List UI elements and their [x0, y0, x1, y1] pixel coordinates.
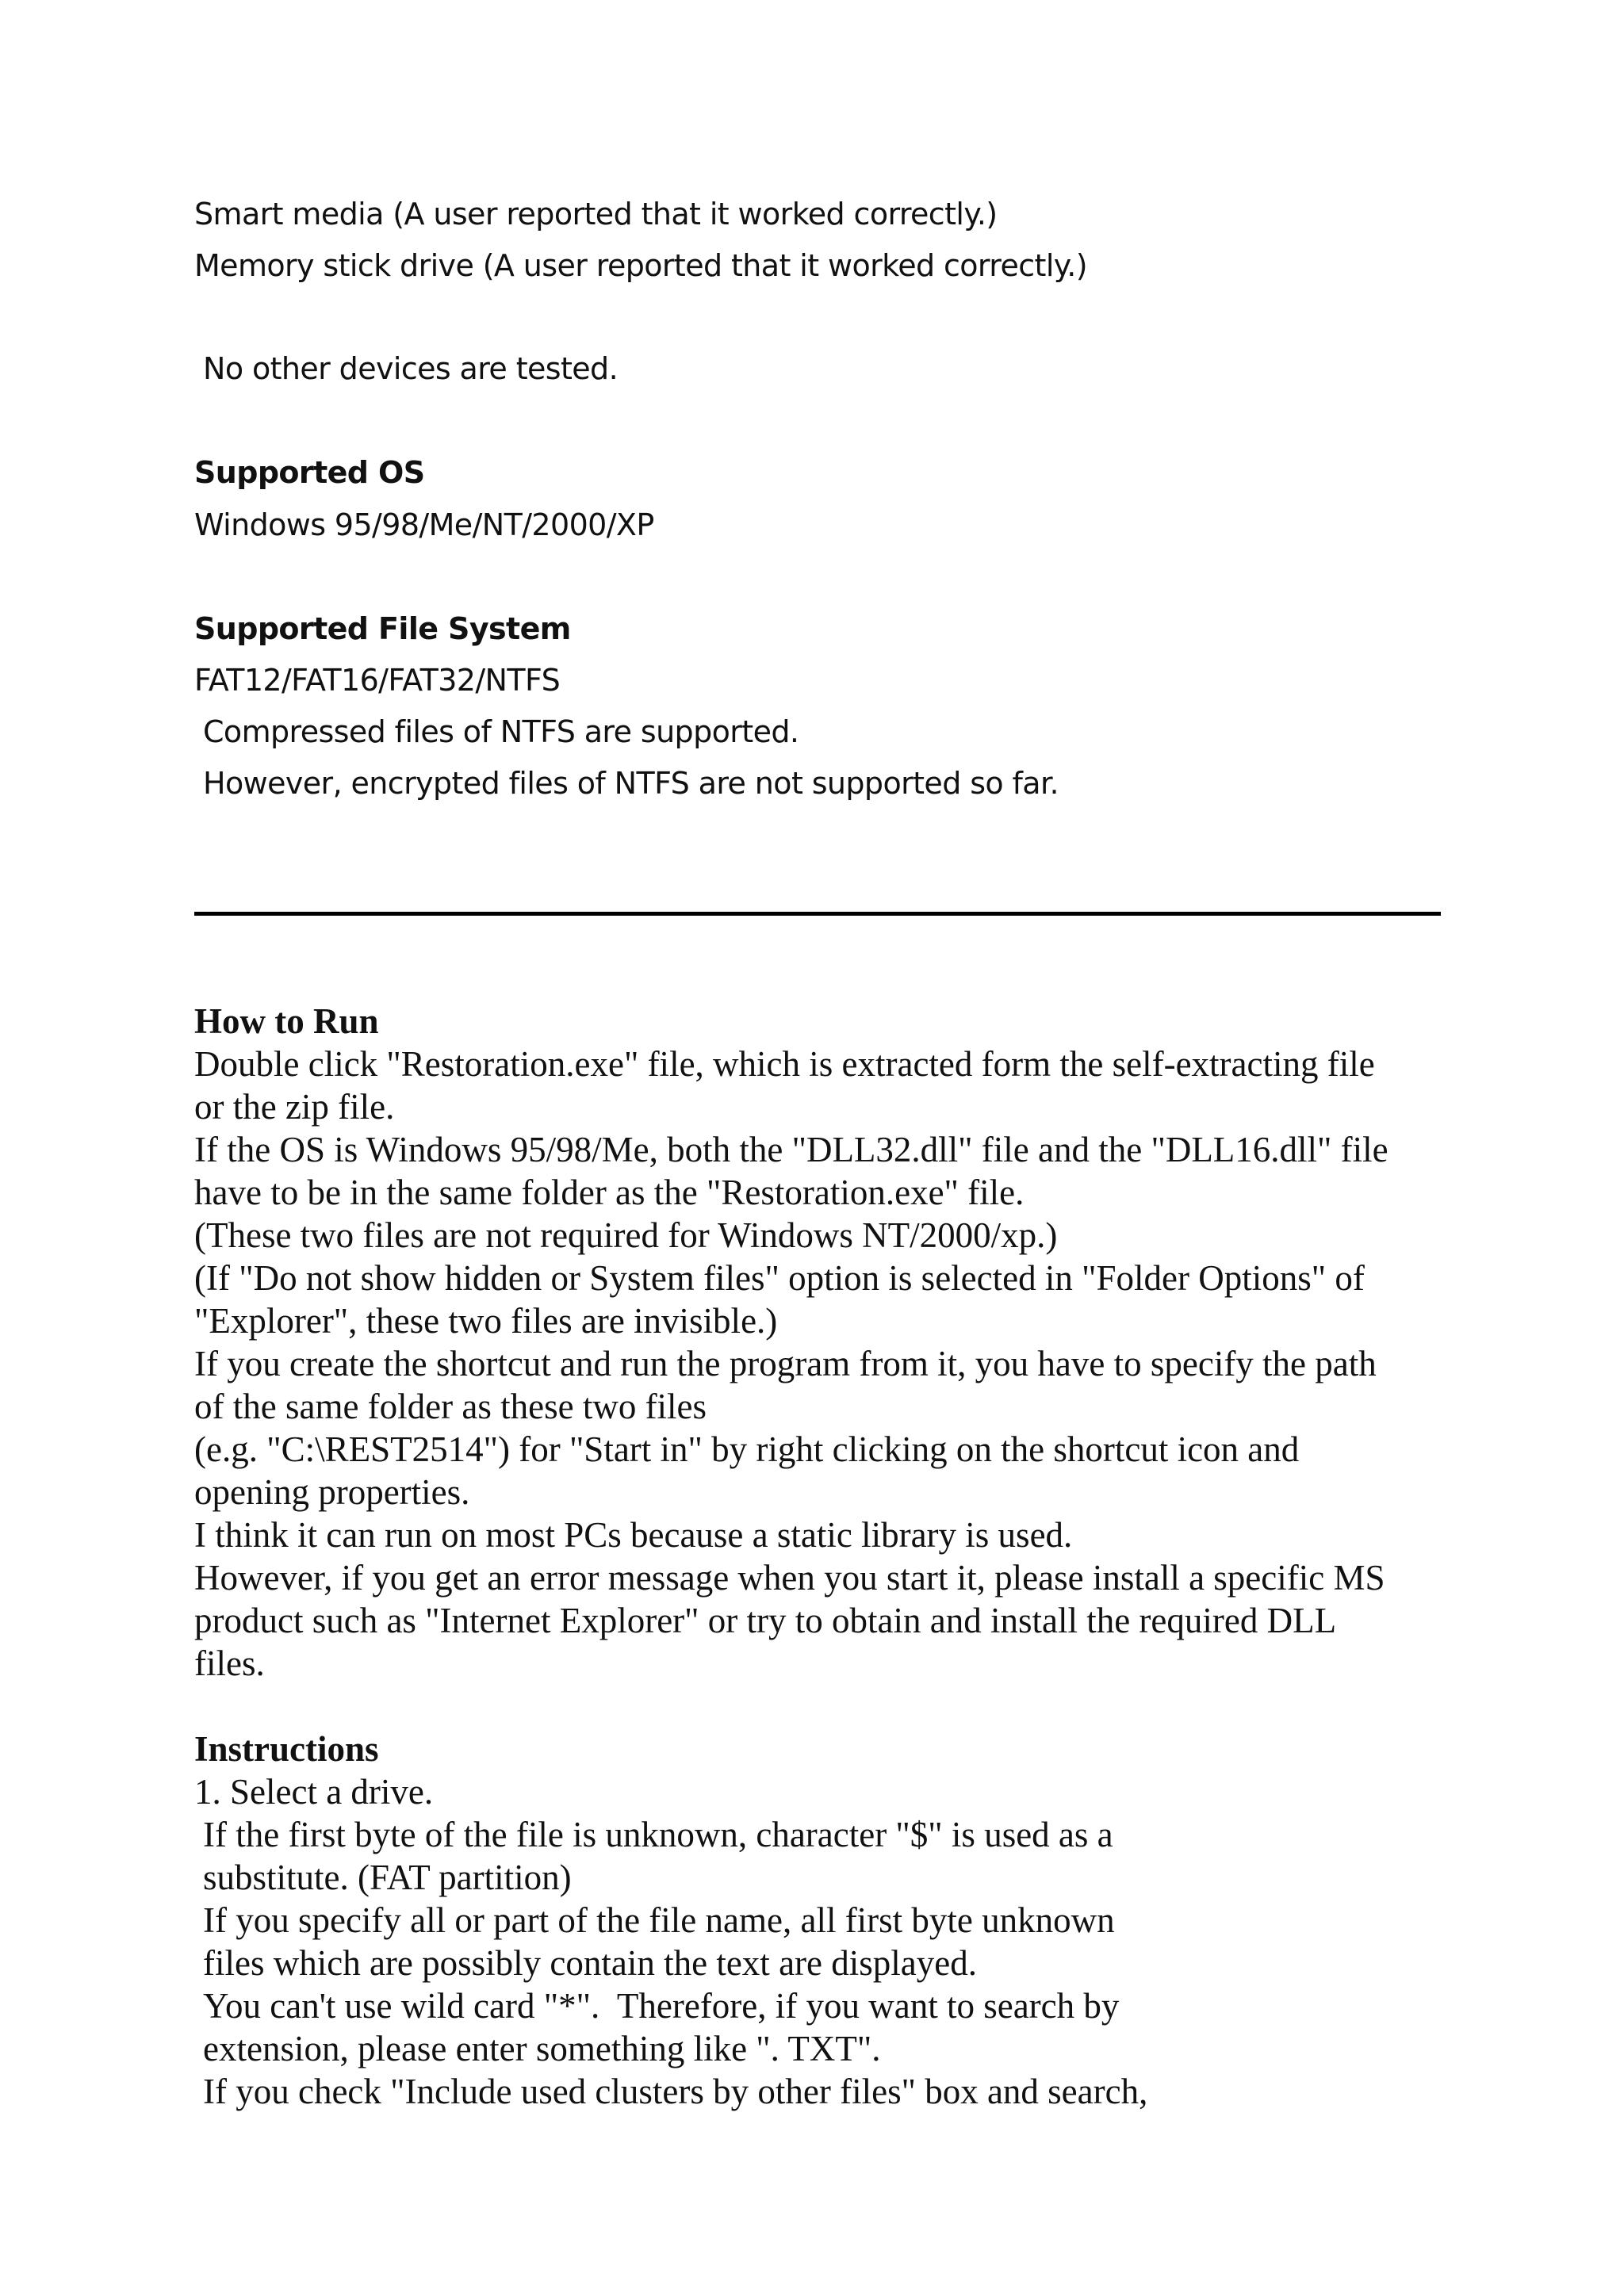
- device-smart-media: Smart media (A user reported that it worked correctly.): [194, 197, 998, 232]
- instructions-line: files which are possibly contain the text are displayed.: [203, 1943, 977, 1983]
- how-to-run-line: or the zip file.: [194, 1087, 395, 1127]
- supported-os-value: Windows 95/98/Me/NT/2000/XP: [194, 507, 654, 542]
- supported-fs-value: FAT12/FAT16/FAT32/NTFS: [194, 663, 561, 698]
- instructions-line: If you check "Include used clusters by other files" box and search,: [203, 2072, 1148, 2111]
- how-to-run-line: If the OS is Windows 95/98/Me, both the "DLL32.dll" file and the "DLL16.dll" file: [194, 1130, 1388, 1169]
- how-to-run-line: If you create the shortcut and run the program from it, you have to specify the path: [194, 1344, 1377, 1383]
- ntfs-compressed-note: Compressed files of NTFS are supported.: [203, 714, 799, 749]
- how-to-run-line: product such as "Internet Explorer" or try to obtain and install the required DLL: [194, 1601, 1337, 1640]
- how-to-run-line: (These two files are not required for Windows NT/2000/xp.): [194, 1215, 1058, 1255]
- how-to-run-line: However, if you get an error message when you start it, please install a specific MS: [194, 1558, 1385, 1598]
- how-to-run-line: I think it can run on most PCs because a static library is used.: [194, 1515, 1073, 1555]
- how-to-run-line: have to be in the same folder as the "Restoration.exe" file.: [194, 1173, 1025, 1212]
- instructions-line: extension, please enter something like ". TXT".: [203, 2029, 881, 2068]
- ntfs-encrypted-note: However, encrypted files of NTFS are not supported so far.: [203, 766, 1059, 801]
- instructions-line: You can't use wild card "*". Therefore, if you want to search by: [203, 1986, 1120, 2026]
- section-divider: [194, 912, 1441, 916]
- how-to-run-line: "Explorer", these two files are invisible.): [194, 1301, 778, 1341]
- supported-fs-heading: Supported File System: [194, 611, 571, 646]
- how-to-run-heading: How to Run: [194, 1001, 379, 1041]
- how-to-run-line: (If "Do not show hidden or System files" option is selected in "Folder Options" of: [194, 1258, 1365, 1298]
- how-to-run-line: files.: [194, 1644, 265, 1683]
- device-memory-stick: Memory stick drive (A user reported that it worked correctly.): [194, 248, 1087, 283]
- instructions-line: 1. Select a drive.: [194, 1772, 434, 1812]
- how-to-run-line: of the same folder as these two files: [194, 1387, 707, 1426]
- supported-os-heading: Supported OS: [194, 455, 425, 490]
- instructions-line: If you specify all or part of the file name, all first byte unknown: [203, 1900, 1115, 1940]
- how-to-run-line: opening properties.: [194, 1472, 470, 1512]
- no-other-devices-note: No other devices are tested.: [203, 351, 619, 386]
- how-to-run-line: (e.g. "C:\REST2514") for "Start in" by right clicking on the shortcut icon and: [194, 1429, 1300, 1469]
- how-to-run-line: Double click "Restoration.exe" file, which is extracted form the self-extracting file: [194, 1044, 1375, 1084]
- instructions-heading: Instructions: [194, 1729, 379, 1769]
- instructions-line: If the first byte of the file is unknown, character "$" is used as a: [203, 1815, 1113, 1854]
- instructions-line: substitute. (FAT partition): [203, 1858, 572, 1897]
